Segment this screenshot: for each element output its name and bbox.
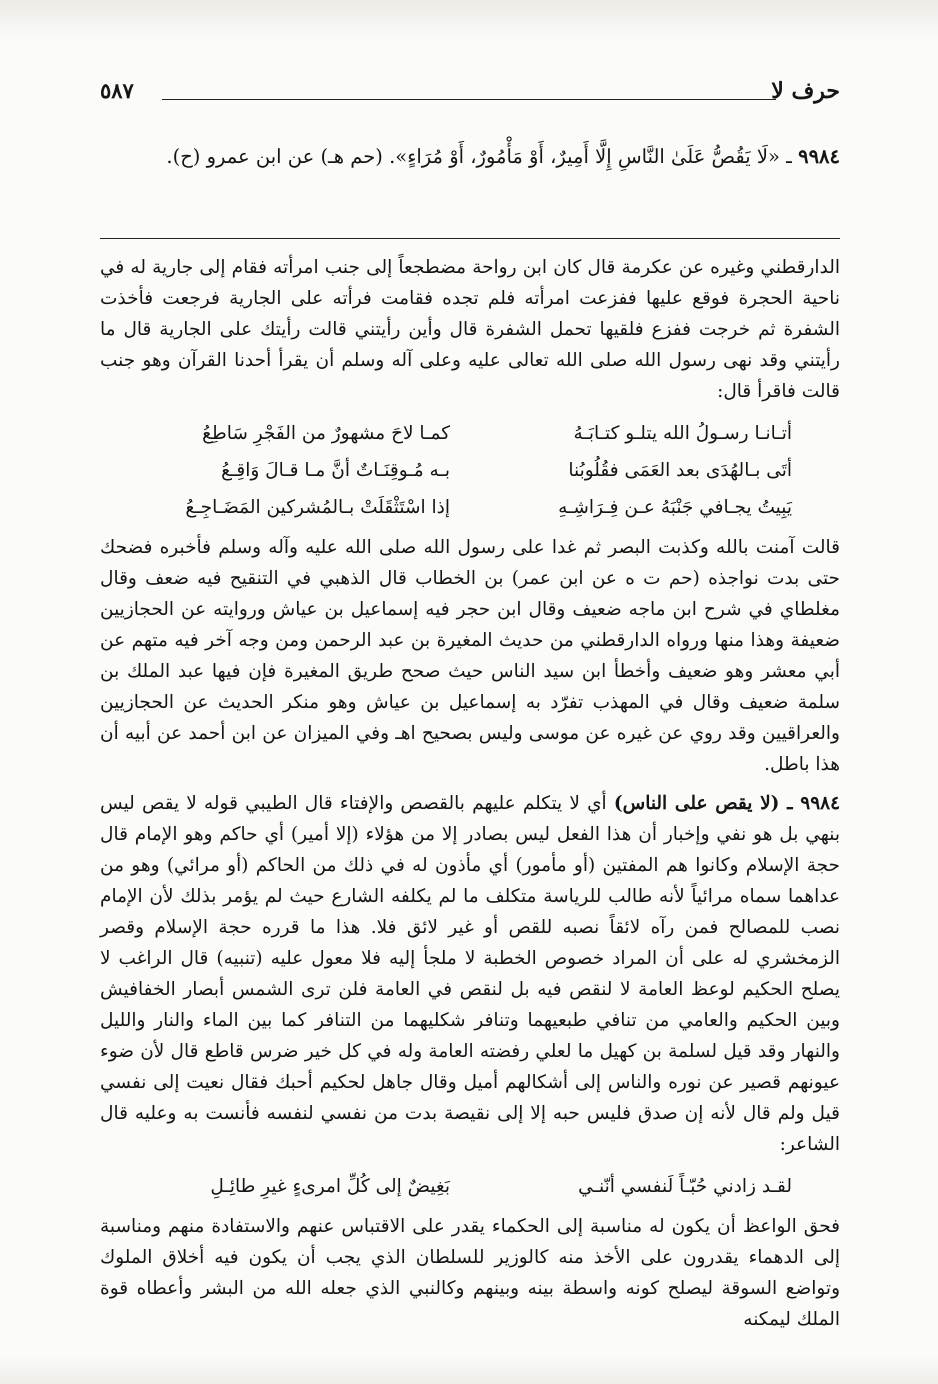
verse-first-hemistich: أتـانـا رسـولُ الله يتلـو كتـابَـهُ	[573, 423, 792, 444]
chapter-title: حرف لا	[771, 78, 840, 104]
commentary-paragraph-3	[100, 788, 840, 1160]
poem-1	[100, 415, 840, 526]
commentary-paragraph-4: فحق الواعظ أن يكون له مناسبة إلى الحكماء يقدر على الاقتباس عنهم والاستفادة منهم ومناسبة إلى الدهماء يقدرون على الأخذ منه كالوزير للسلطان الذي يجب أن يكون فيه أخلاق الملوك وتواضع السوقة ليصلح كونه واسطة بينه وبينهم وكالنبي الذي جعله الله من البشر وأعطاه قوة الملك ليمكنه	[100, 1216, 840, 1330]
poem-verse	[100, 452, 840, 489]
poem-verse	[100, 489, 840, 526]
header-rule	[162, 99, 776, 100]
commentary-paragraph-2: قالت آمنت بالله وكذبت البصر ثم غدا على رسول الله صلى الله عليه وآله وسلم فأخبره فضحك حتى بدت نواجذه (حم ت ه عن ابن عمر) بن الخطاب قال الذهبي في التنقيح فيه ضعف وقال مغلطاي في شرح ابن ماجه ضعيف وقال ابن حجر فيه إسماعيل بن عياش وروايته عن الحجازيين ضعيفة وهذا منها ورواه الدارقطني من حديث المغيرة بن عبد الرحمن ومن وجه آخر فيه متهم عن أبي معشر وهو ضعيف وأخطأ ابن سيد الناس حيث صحح طريق المغيرة فإن فيها عبد الملك بن سلمة ضعيف وقال في المهذب تفرّد به إسماعيل بن عياش وهو منكر الحديث عن الحجازيين والعراقيين وقد روي عن غيره عن موسى وليس بصحيح اهـ وفي الميزان عن ابن أحمد عن أبيه أن هذا باطل.	[100, 537, 840, 775]
verse-first-hemistich: يَبِيتُ يجـافي جَنْبَهُ عـن فِـرَاشِـهِ	[558, 497, 792, 518]
commentary-hadith-number: ٩٩٨٤	[800, 793, 841, 814]
poem-verse	[100, 415, 840, 452]
verse-second-hemistich: كمـا لاحَ مشهورٌ من الفَجْرِ سَاطِعُ	[202, 423, 450, 444]
hadith-number: ٩٩٨٤	[798, 145, 840, 168]
separator-rule	[100, 238, 840, 239]
hadith-main-text	[100, 132, 840, 182]
verse-first-hemistich: لقـد زادني حُبّـاً لَنفسي أنّنـي	[578, 1176, 792, 1197]
poem-verse	[100, 1168, 840, 1205]
poem-2	[100, 1168, 840, 1205]
scan-edge	[0, 1354, 938, 1384]
verse-second-hemistich: بـه مُـوقِنَـاتٌ أنَّ مـا قـالَ وَاقِـعُ	[221, 460, 450, 481]
commentary-paragraph-1: الدارقطني وغيره عن عكرمة قال كان ابن رواحة مضطجعاً إلى جنب امرأته فقام إلى جارية له في ناحية الحجرة فوقع عليها ففزعت امرأته فلم تجده فقامت فرأته على الجارية فرجعت فأخذت الشفرة ثم خرجت ففزع فلقيها تحمل الشفرة قال وأين رأيتني قالت رأيتك على الجارية قال ما رأيتني وقد نهى رسول الله صلى الله تعالى عليه وعلى آله وسلم أن يقرأ أحدنا القرآن وهو جنب قالت فاقرأ قال:	[100, 257, 840, 402]
hadith-text: ـ «لَا يَقُصُّ عَلَىٰ النَّاسِ إِلَّا أَمِيرٌ، أَوْ مَأْمُورٌ، أَوْ مُرَاءٍ». (حم هـ) عن ابن عمرو (ح).	[166, 145, 799, 168]
commentary-paragraph-3-text: أي لا يتكلم عليهم بالقصص والإفتاء قال الطيبي قوله لا يقص ليس بنهي بل هو نفي وإخبار أن هذا الفعل ليس بصادر إلا من هؤلاء (إلا أمير) أي حاكم وهو الإمام قال حجة الإسلام وكانوا هم المفتين (أو مأمور) أي مأذون له في ذلك من الحاكم (أو مرائي) وهو من عداهما سماه مرائياً لأنه طالب للرياسة متكلف ما لم يكلفه الشارع حيث لم يؤمر بذلك لأن الإمام نصب للمصالح فمن رآه لائقاً نصبه للقص أو غير لائق فلا. هذا ما قرره حجة الإسلام وقصر الزمخشري له على أن المراد خصوص الخطبة لا ملجأ إليه فلا معول عليه (تنبيه) قال الراغب لا يصلح الحكيم لوعظ العامة لا لنقص فيه بل لنقص في العامة فلن ترى الشمس أبصار الخفافيش وبين الحكيم والعامي من تنافي طبعيهما وتنافر شكليهما من التنافر كما بين الماء والنار والليل والنهار وقد قيل لسلمة بن كهيل ما لعلي رفضته العامة وله في كل خير ضرس قاطع قال لأن ضوء عيونهم قصير عن نوره والناس إلى أشكالهم أميل وقال جاهل لحكيم أحبك فقال نعيت إلى نفسي قيل ولم قال لأنه إن صدق فليس حبه إلا إلى نقيصة بدت من نفسي لنفسه فأنست به وعليه قال الشاعر:	[100, 793, 840, 1155]
verse-second-hemistich: إذا اسْتَثْقَلَتْ بـالمُشركين المَضَـاجِـعُ	[185, 497, 450, 518]
commentary-lemma: ـ (لا يقص على الناس)	[613, 793, 801, 814]
page-header	[100, 78, 840, 112]
commentary	[100, 252, 840, 1335]
verse-first-hemistich: أتَى بـالهُدَى بعد العَمَى فقُلُوبُنا	[568, 460, 792, 481]
scan-edge	[0, 0, 938, 40]
verse-second-hemistich: بَغِيضٌ إلى كُلِّ امرىءٍ غيرِ طائِـلِ	[210, 1176, 450, 1197]
page-number: ٥٨٧	[100, 78, 134, 103]
